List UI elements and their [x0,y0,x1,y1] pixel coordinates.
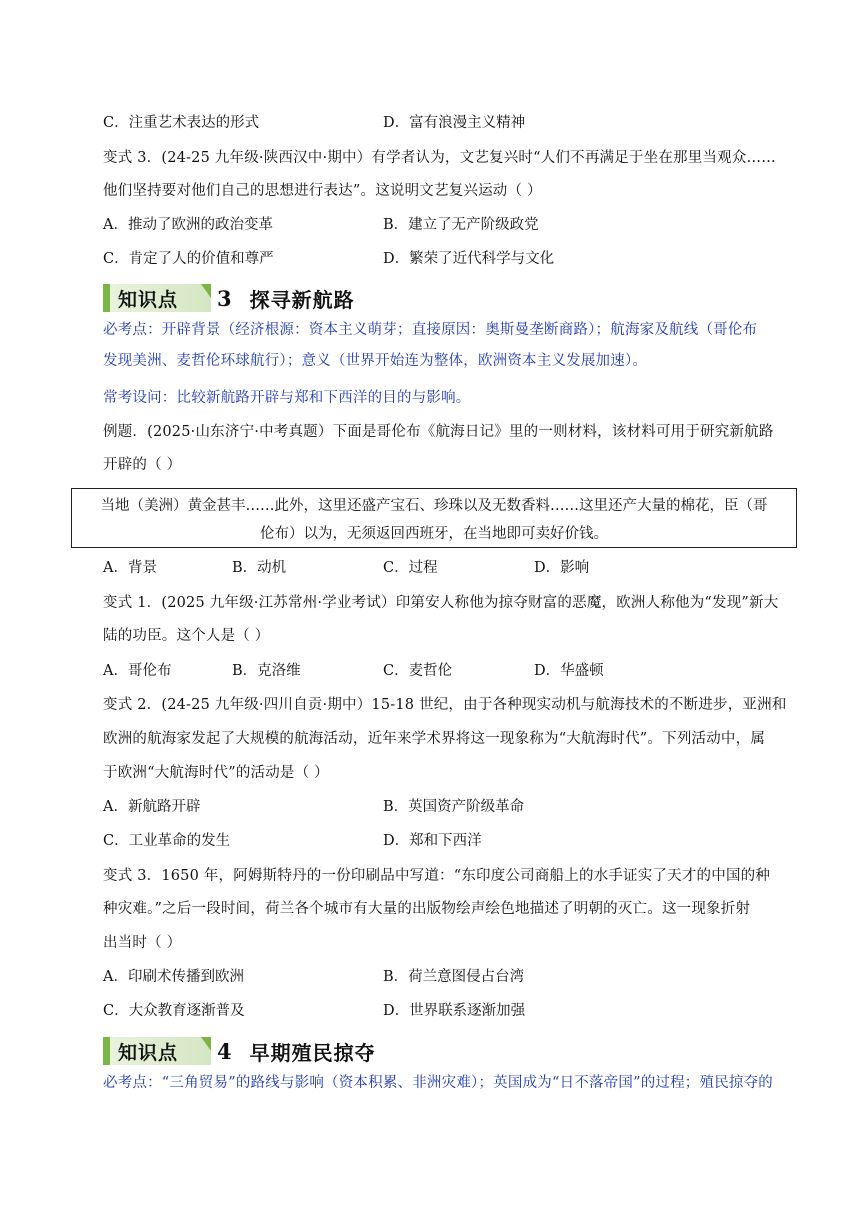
material-text: 伦布）以为，无须返回西班牙，在当地即可卖好价钱。 [260,526,608,542]
option-a: A．印刷术传播到欧洲 [103,969,244,985]
section-heading [103,283,355,313]
question-text: 出当时（ ） [103,935,182,951]
knowledge-point-badge [103,1037,211,1065]
option-c: C．工业革命的发生 [103,833,231,849]
option-c: C．注重艺术表达的形式 [103,115,260,131]
option-a: A．哥伦布 [103,663,172,679]
question-text: 变式 3．1650 年，阿姆斯特丹的一份印刷品中写道：“东印度公司商船上的水手证实了天才的中国的种 [103,868,771,884]
option-a: A．新航路开辟 [103,799,201,815]
question-text: 于欧洲“大航海时代”的活动是（ ） [103,765,329,781]
option-b: B．建立了无产阶级政党 [383,217,539,233]
option-c: C．大众教育逐渐普及 [103,1003,245,1019]
question-text: 欧洲的航海家发起了大规模的航海活动，近年来学术界将这一现象称为“大航海时代”。下列活动中，属 [103,731,766,747]
question-text: 种灾难。”之后一段时间，荷兰各个城市有大量的出版物绘声绘色地描述了明朝的灭亡。这一现象折射 [103,901,751,917]
option-c: C．肯定了人的价值和尊严 [103,251,274,267]
option-c: C．过程 [383,560,438,576]
source-material-box [71,488,797,548]
option-a: A．推动了欧洲的政治变革 [103,217,273,233]
must-know-points: 发现美洲、麦哲伦环球航行）；意义（世界开始连为整体，欧洲资本主义发展加速）。 [103,353,648,369]
badge-label: 知识点 [118,288,179,311]
question-text: 例题．(2025·山东济宁·中考真题）下面是哥伦布《航海日记》里的一则材料，该材料可用于研究新航路 [103,424,774,440]
option-d: D．郑和下西洋 [383,833,482,849]
option-b: B．克洛维 [232,663,301,679]
question-text: 开辟的（ ） [103,457,182,473]
question-text: 他们坚持要对他们自己的思想进行表达”。这说明文艺复兴运动（ ） [103,183,542,199]
option-d: D．世界联系逐渐加强 [383,1003,526,1019]
must-know-points: 必考点：开辟背景（经济根源：资本主义萌芽；直接原因：奥斯曼垄断商路）；航海家及航线（哥伦布 [103,322,758,338]
option-b: B．动机 [232,560,287,576]
section-title: 探寻新航路 [249,287,355,312]
option-d: D．繁荣了近代科学与文化 [383,251,555,267]
question-text: 变式 1．(2025 九年级·江苏常州·学业考试）印第安人称他为掠夺财富的恶魔，欧洲人称他为“发现”新大 [103,595,779,611]
section-number: 3 [217,285,232,311]
question-text: 变式 2．(24-25 九年级·四川自贡·期中）15-18 世纪，由于各种现实动机与航海技术的不断进步，亚洲和 [103,697,787,713]
option-d: D．影响 [534,560,590,576]
must-know-points: 必考点：“三角贸易”的路线与影响（资本积累、非洲灾难）；英国成为“日不落帝国”的过程；殖民掠夺的 [103,1075,773,1091]
material-text: 当地（美洲）黄金甚丰……此外，这里还盛产宝石、珍珠以及无数香料……这里还产大量的棉花，臣（哥 [100,498,768,514]
section-number: 4 [217,1038,232,1064]
question-text: 变式 3．(24-25 九年级·陕西汉中·期中）有学者认为，文艺复兴时“人们不再满足于坐在那里当观众…… [103,150,776,166]
option-c: C．麦哲伦 [383,663,453,679]
question-text: 陆的功臣。这个人是（ ） [103,628,270,644]
knowledge-point-badge [103,284,211,312]
section-heading [103,1036,376,1066]
badge-label: 知识点 [118,1041,179,1064]
common-question: 常考设问：比较新航路开辟与郑和下西洋的目的与影响。 [103,390,471,406]
option-a: A．背景 [103,560,157,576]
option-b: B．英国资产阶级革命 [383,799,525,815]
option-d: D．华盛顿 [534,663,604,679]
option-b: B．荷兰意图侵占台湾 [383,969,525,985]
section-title: 早期殖民掠夺 [249,1040,376,1065]
option-d: D．富有浪漫主义精神 [383,115,526,131]
